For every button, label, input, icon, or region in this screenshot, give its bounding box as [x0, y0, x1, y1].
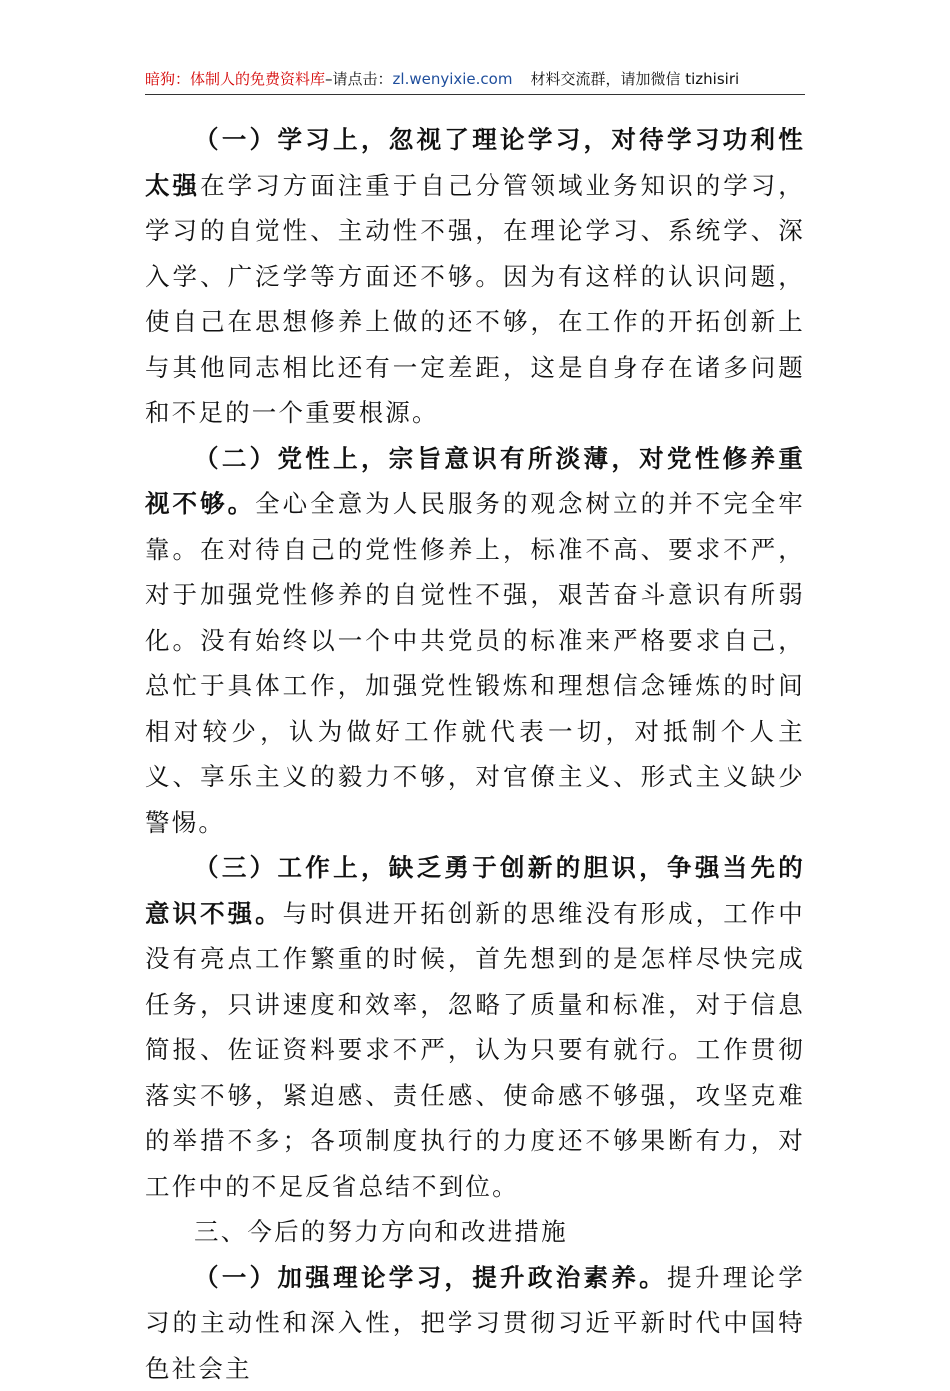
- site-link[interactable]: zl.wenyixie.com: [393, 70, 513, 88]
- paragraph: [145, 845, 805, 1209]
- header-divider: [145, 94, 805, 95]
- paragraph: [145, 1255, 805, 1391]
- paragraph-body: 提升理论学习的主动性和深入性，把学习贯彻习近平新时代中国特色社会主: [145, 1263, 805, 1383]
- wechat-note: 材料交流群，请加微信 tizhisiri: [530, 70, 739, 88]
- paragraph-body: 在学习方面注重于自己分管领域业务知识的学习，学习的自觉性、主动性不强，在理论学习、系统学、深入学、广泛学等方面还不够。因为有这样的认识问题，使自己在思想修养上做的还不够，在工作的开拓创新上与其他同志相比还有一定差距，这是自身存在诸多问题和不足的一个重要根源。: [145, 171, 805, 428]
- page-header: [145, 68, 805, 90]
- paragraph-lead: （三）工作上，缺乏勇于创新的胆识，争强当先的意识不强。: [145, 853, 805, 928]
- paragraph: [145, 436, 805, 846]
- site-name: 暗狗：体制人的免费资料库: [145, 70, 325, 88]
- paragraph-lead: （二）党性上，宗旨意识有所淡薄，对党性修养重视不够。: [145, 444, 805, 519]
- paragraph-body: 与时俱进开拓创新的思维没有形成，工作中没有亮点工作繁重的时候，首先想到的是怎样尽快完成任务，只讲速度和效率，忽略了质量和标准，对于信息简报、佐证资料要求不严，认为只要有就行。工作贯彻落实不够，紧迫感、责任感、使命感不够强，攻坚克难的举措不多；各项制度执行的力度还不够果断有力，对工作中的不足反省总结不到位。: [145, 899, 805, 1201]
- paragraph-body: 全心全意为人民服务的观念树立的并不完全牢靠。在对待自己的党性修养上，标准不高、要求不严，对于加强党性修养的自觉性不强，艰苦奋斗意识有所弱化。没有始终以一个中共党员的标准来严格要求自己，总忙于具体工作，加强党性锻炼和理想信念锤炼的时间相对较少，认为做好工作就代表一切，对抵制个人主义、享乐主义的毅力不够，对官僚主义、形式主义缺少警惕。: [145, 489, 805, 837]
- section-heading: 三、今后的努力方向和改进措施: [145, 1209, 805, 1255]
- click-label: –请点击：: [325, 70, 393, 88]
- paragraph-lead: （一）学习上，忽视了理论学习，对待学习功利性太强: [145, 125, 805, 200]
- paragraph: [145, 117, 805, 436]
- paragraph-lead: （一）加强理论学习，提升政治素养。: [194, 1263, 667, 1292]
- document-body: [145, 117, 805, 1391]
